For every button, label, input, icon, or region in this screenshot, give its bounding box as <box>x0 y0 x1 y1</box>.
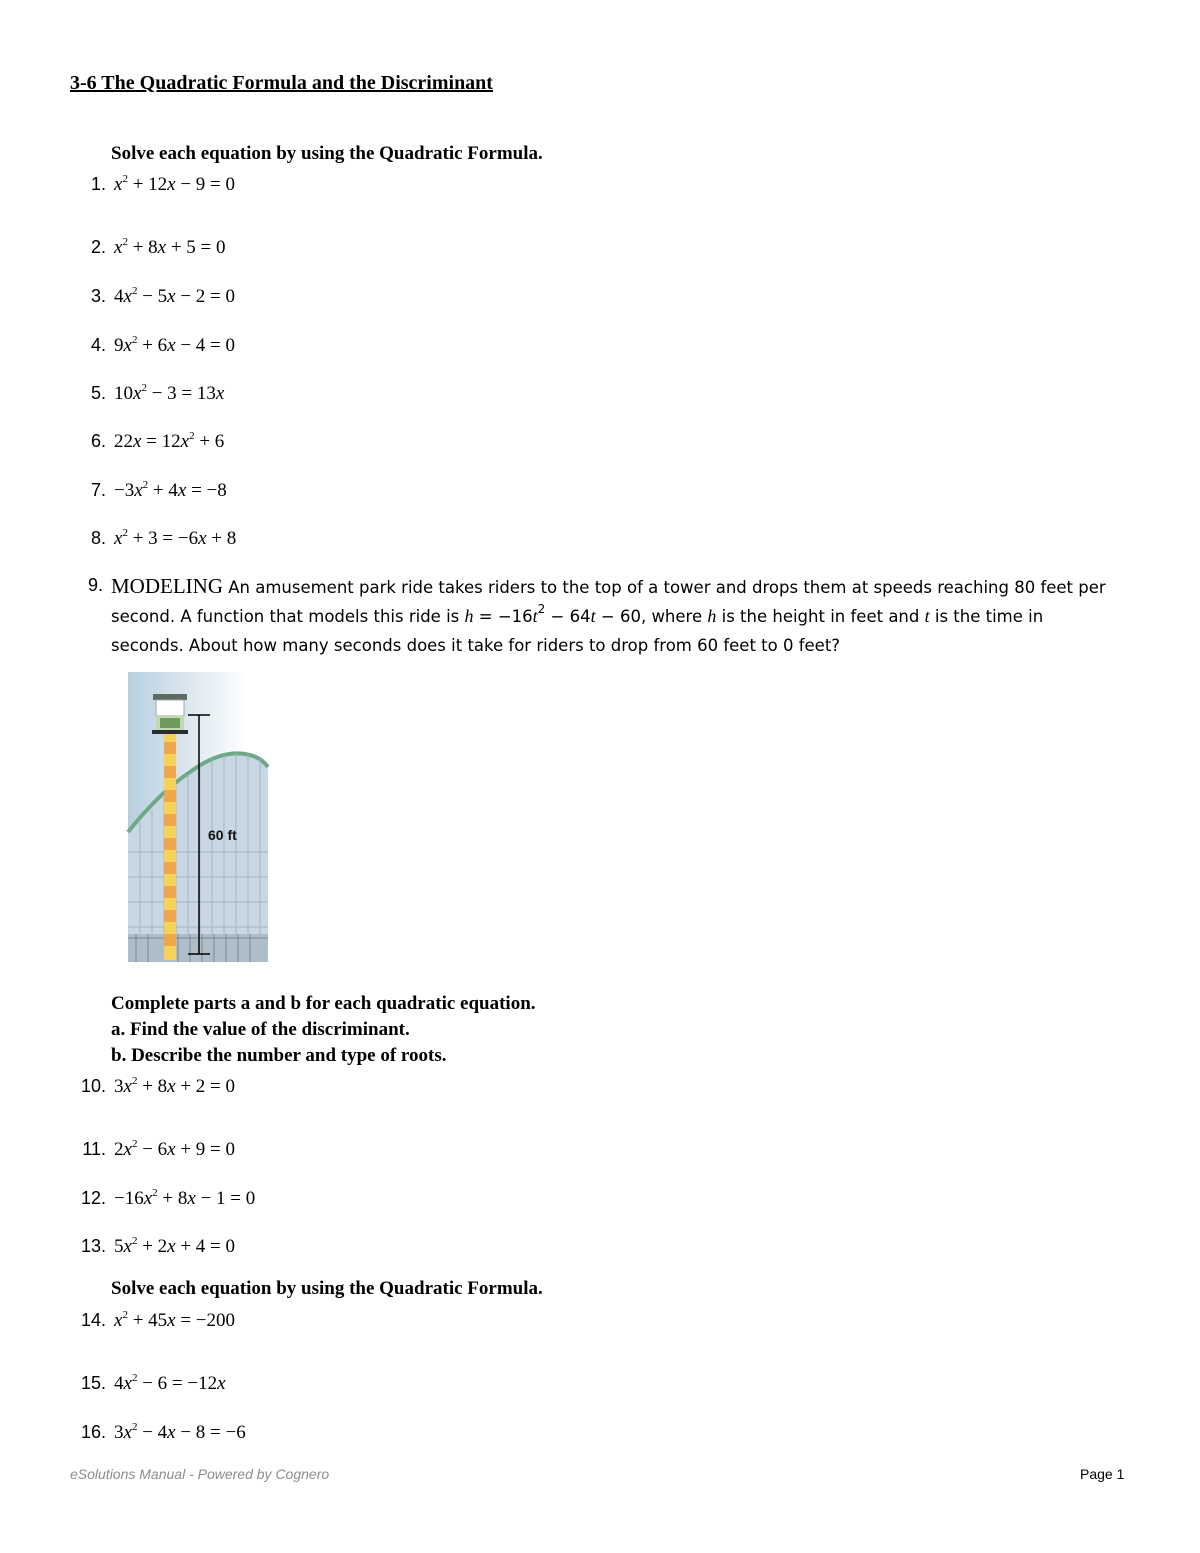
problem-number: 14. <box>80 1310 106 1330</box>
heading-line: a. Find the value of the discriminant. <box>111 1019 410 1040</box>
problem-13 <box>0 1236 1200 1266</box>
page-number: Page 1 <box>1080 1466 1125 1482</box>
problem-text: is the height in feet and <box>716 607 925 626</box>
heading-line: Complete parts a and b for each quadratic equation. <box>111 993 536 1014</box>
formula-part: = −16 <box>473 607 533 626</box>
footer-credit: eSolutions Manual - Powered by Cognero <box>70 1466 330 1482</box>
problem-11 <box>0 1139 1200 1169</box>
problem-number: 9. <box>88 575 104 595</box>
problem-number: 2. <box>90 237 106 257</box>
problem-text: is the time in seconds. About how many seconds does it take for riders to drop from 60 feet to 0 feet? <box>111 607 1044 655</box>
formula-part: − 60, where <box>595 607 708 626</box>
height-label: 60 ft <box>208 827 237 843</box>
formula-var: h <box>464 606 474 626</box>
drop-tower-illustration <box>120 672 270 964</box>
equation: $3x^2 - 4x - 8 = -6$ <box>114 1421 246 1443</box>
problem-9-text <box>111 572 1121 660</box>
section-heading-discriminant <box>111 991 536 1069</box>
problem-number: 16. <box>80 1422 106 1442</box>
problem-1 <box>0 174 1200 204</box>
problem-7 <box>0 480 1200 510</box>
equation: $22x = 12x^2 + 6$ <box>114 430 225 452</box>
problem-16 <box>0 1422 1200 1452</box>
problem-14 <box>0 1310 1200 1340</box>
equation: $4x^2 - 5x - 2 = 0$ <box>114 285 236 307</box>
problem-3 <box>0 286 1200 316</box>
formula-var: h <box>707 606 717 626</box>
problem-number: 3. <box>90 286 106 306</box>
problem-number: 12. <box>80 1188 106 1208</box>
formula-var: t <box>532 606 538 626</box>
problem-10 <box>0 1076 1200 1106</box>
problem-15 <box>0 1373 1200 1403</box>
problem-number: 10. <box>80 1076 106 1096</box>
problem-number: 8. <box>90 528 106 548</box>
equation: $x^2 + 45x = -200$ <box>114 1309 236 1331</box>
equation: $10x^2 - 3 = 13x$ <box>114 382 225 404</box>
problem-number: 13. <box>80 1236 106 1256</box>
problem-2 <box>0 237 1200 267</box>
problem-text: An amusement park ride takes riders to the top of a tower and drops them at speeds reaching 80 feet per second. A function that models this ride is <box>111 578 1106 626</box>
equation: $x^2 + 8x + 5 = 0$ <box>114 236 226 258</box>
problem-6 <box>0 431 1200 461</box>
problem-number: 15. <box>80 1373 106 1393</box>
formula-exponent: 2 <box>537 602 546 616</box>
equation: $5x^2 + 2x + 4 = 0$ <box>114 1235 236 1257</box>
equation: $4x^2 - 6 = -12x$ <box>114 1372 226 1394</box>
problem-5 <box>0 383 1200 413</box>
equation: $-3x^2 + 4x = -8$ <box>114 479 227 501</box>
heading-line: b. Describe the number and type of roots. <box>111 1045 447 1066</box>
modeling-label: MODELING <box>111 574 223 598</box>
drop-tower-figure <box>120 672 270 964</box>
equation: $2x^2 - 6x + 9 = 0$ <box>114 1138 236 1160</box>
problem-8 <box>0 528 1200 558</box>
equation: $x^2 + 12x - 9 = 0$ <box>114 173 236 195</box>
problem-4 <box>0 335 1200 365</box>
problem-number: 5. <box>90 383 106 403</box>
equation: $x^2 + 3 = -6x + 8$ <box>114 527 237 549</box>
problem-number: 7. <box>90 480 106 500</box>
section-heading-solve-2: Solve each equation by using the Quadratic Formula. <box>111 1278 543 1299</box>
problem-number: 11. <box>82 1139 106 1159</box>
problem-number: 1. <box>90 174 106 194</box>
equation: $-16x^2 + 8x - 1 = 0$ <box>114 1187 256 1209</box>
formula-var: t <box>924 606 930 626</box>
formula-part: − 64 <box>545 607 591 626</box>
problem-number: 4. <box>90 335 106 355</box>
formula-var: t <box>590 606 596 626</box>
problem-number: 6. <box>90 431 106 451</box>
equation: $9x^2 + 6x - 4 = 0$ <box>114 334 236 356</box>
equation: $3x^2 + 8x + 2 = 0$ <box>114 1075 236 1097</box>
section-heading-solve: Solve each equation by using the Quadratic Formula. <box>111 143 543 164</box>
page-title: 3-6 The Quadratic Formula and the Discriminant <box>70 72 493 94</box>
problem-12 <box>0 1188 1200 1218</box>
